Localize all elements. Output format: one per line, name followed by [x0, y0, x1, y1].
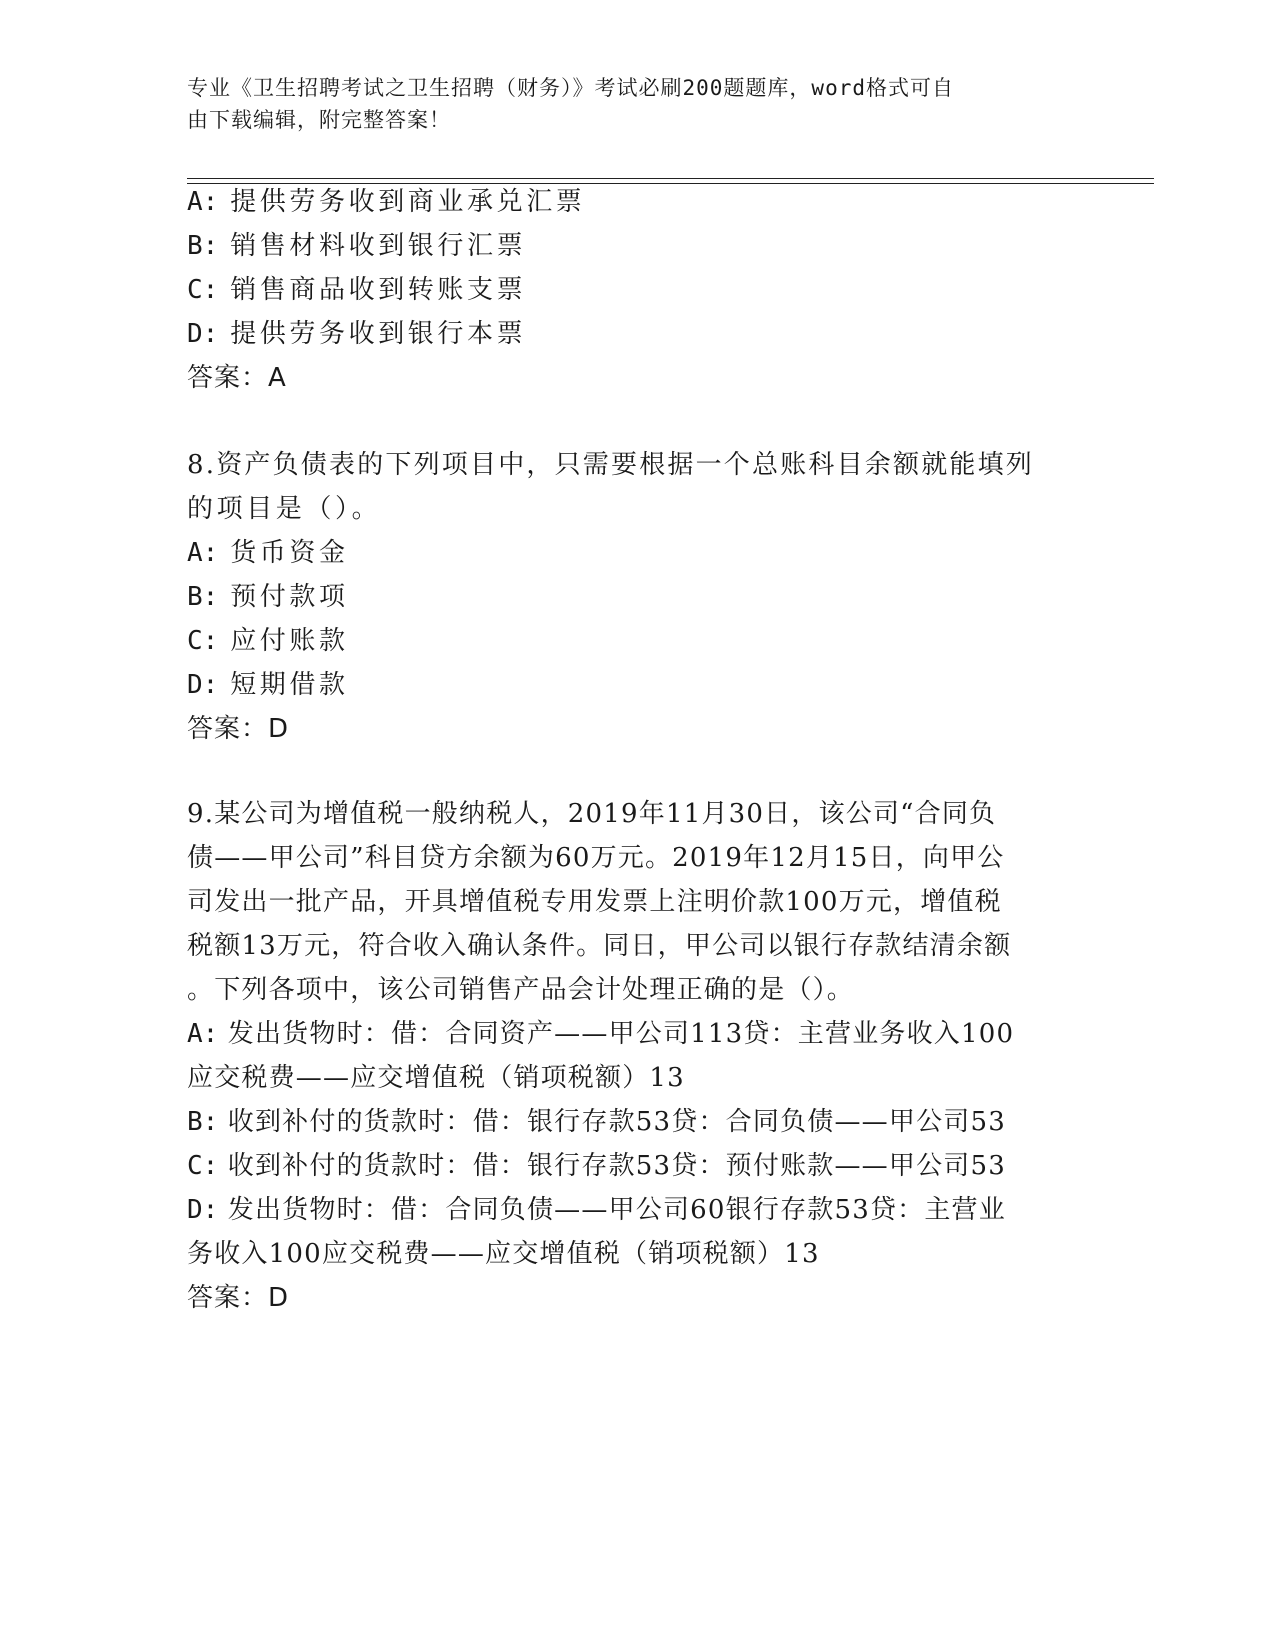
q9-option-d-continued: 务收入100应交税费——应交增值税（销项税额）13 [187, 1239, 820, 1269]
option-text: 发出货物时：借：合同资产——甲公司113贷：主营业务收入100 [227, 1019, 1015, 1049]
header-divider-top [187, 178, 1154, 179]
q7-option-b [187, 229, 526, 263]
q9-stem-line-2: 债——甲公司”科目贷方余额为60万元。2019年12月15日，向甲公 [187, 843, 1005, 873]
option-text: 应付账款 [230, 626, 349, 656]
option-text: 提供劳务收到银行本票 [230, 319, 527, 349]
q7-option-c [187, 273, 526, 307]
document-header [187, 72, 1067, 136]
option-letter: D: [187, 670, 219, 700]
option-letter: C: [187, 275, 219, 305]
q9-stem-line-3: 司发出一批产品，开具增值税专用发票上注明价款100万元，增值税 [187, 887, 1002, 917]
option-text: 短期借款 [230, 670, 349, 700]
option-letter: B: [187, 582, 219, 612]
option-letter: C: [187, 626, 219, 656]
option-letter: B: [187, 1107, 219, 1137]
q9-option-a-continued: 应交税费——应交增值税（销项税额）13 [187, 1063, 685, 1093]
option-letter: A: [187, 1019, 219, 1049]
q7-answer: 答案：A [187, 363, 287, 393]
q9-stem-line-4: 税额13万元，符合收入确认条件。同日，甲公司以银行存款结清余额 [187, 931, 1012, 961]
q8-stem-line-1: 8.资产负债表的下列项目中，只需要根据一个总账科目余额就能填列 [187, 450, 1035, 480]
header-line-2: 由下载编辑，附完整答案！ [187, 108, 451, 132]
q8-stem-line-2: 的项目是（）。 [187, 494, 382, 524]
q9-option-a [187, 1017, 1014, 1051]
q9-option-d [187, 1193, 1006, 1227]
q9-option-c [187, 1149, 1006, 1183]
q8-option-b [187, 580, 349, 614]
option-text: 收到补付的货款时：借：银行存款53贷：合同负债——甲公司53 [227, 1107, 1006, 1137]
option-text: 收到补付的货款时：借：银行存款53贷：预付账款——甲公司53 [227, 1151, 1006, 1181]
option-letter: D: [187, 1195, 219, 1225]
q8-option-a [187, 536, 349, 570]
option-text: 提供劳务收到商业承兑汇票 [230, 187, 586, 217]
q9-answer: 答案：D [187, 1283, 290, 1313]
option-text: 货币资金 [230, 538, 349, 568]
option-letter: A: [187, 187, 219, 217]
q7-option-a [187, 185, 585, 219]
q8-answer: 答案：D [187, 714, 290, 744]
q8-option-d [187, 668, 349, 702]
option-text: 销售材料收到银行汇票 [230, 231, 527, 261]
option-text: 预付款项 [230, 582, 349, 612]
q8-option-c [187, 624, 349, 658]
header-divider-bottom [187, 183, 1154, 184]
option-text: 销售商品收到转账支票 [230, 275, 527, 305]
option-letter: D: [187, 319, 219, 349]
option-letter: A: [187, 538, 219, 568]
q9-stem-line-1: 9.某公司为增值税一般纳税人，2019年11月30日，该公司“合同负 [187, 799, 997, 829]
option-letter: B: [187, 231, 219, 261]
q7-option-d [187, 317, 526, 351]
option-letter: C: [187, 1151, 219, 1181]
header-line-1: 专业《卫生招聘考试之卫生招聘（财务）》考试必刷200题题库，word格式可自 [187, 76, 954, 100]
q9-option-b [187, 1105, 1006, 1139]
option-text: 发出货物时：借：合同负债——甲公司60银行存款53贷：主营业 [227, 1195, 1006, 1225]
q9-stem-line-5: 。下列各项中，该公司销售产品会计处理正确的是（）。 [187, 975, 855, 1005]
